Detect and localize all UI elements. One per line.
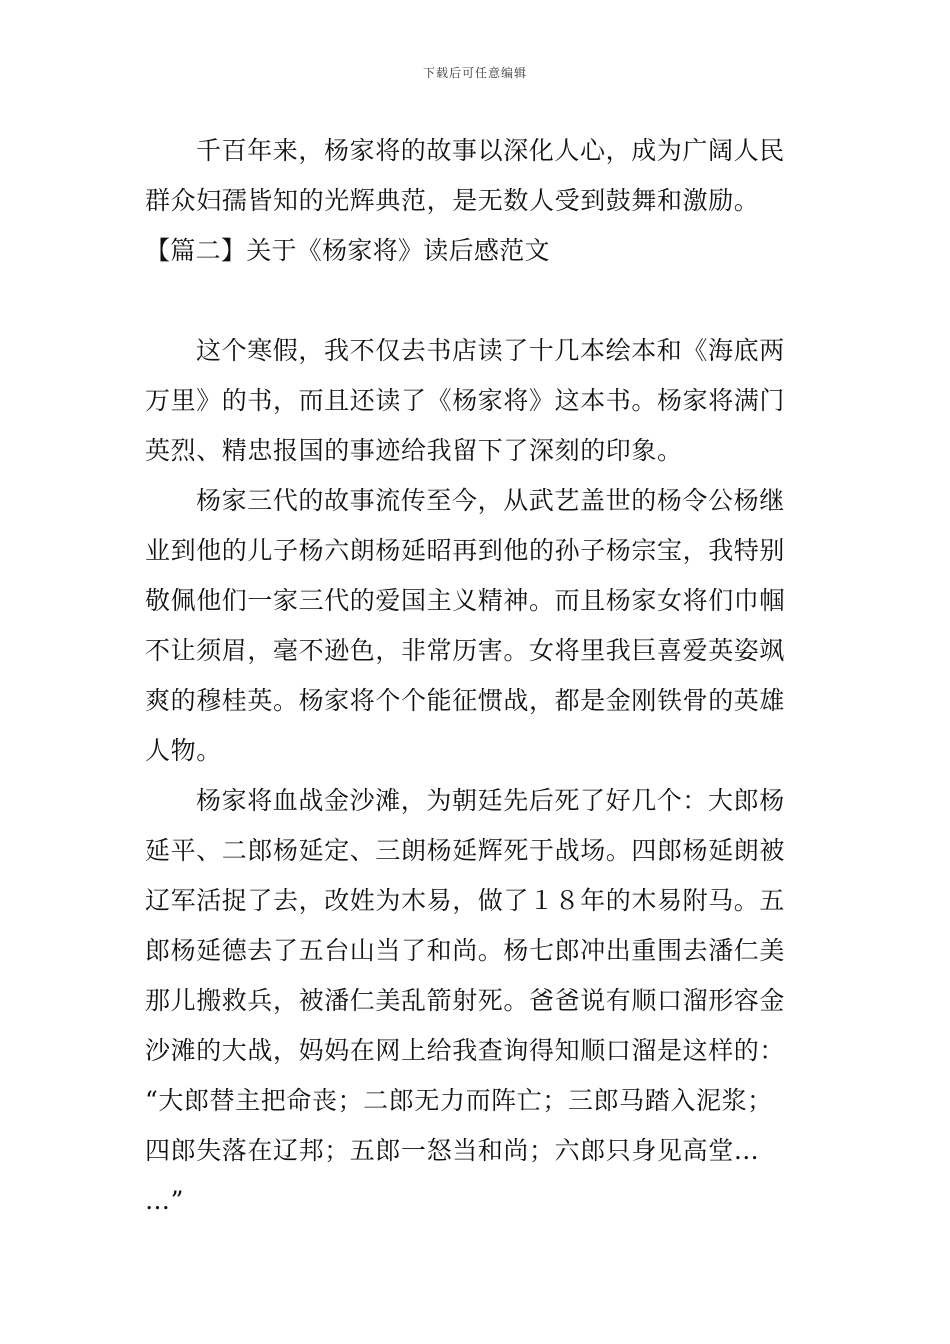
page-header: 下载后可任意编辑	[422, 66, 527, 80]
paragraph-line: 四郎失落在辽邦；五郎一怒当和尚；六郎只身见高堂…	[145, 1136, 760, 1165]
paragraph-line: 千百年来，杨家将的故事以深化人心，成为广阔人民	[196, 136, 785, 165]
paragraph-line: 群众妇孺皆知的光辉典范，是无数人受到鼓舞和激励。	[145, 186, 760, 215]
blank-line	[145, 276, 807, 326]
paragraph-line: 郎杨延德去了五台山当了和尚。杨七郎冲出重围去潘仁美	[145, 936, 786, 965]
paragraph-line: 万里》的书，而且还读了《杨家将》这本书。杨家将满门	[145, 386, 786, 415]
paragraph-line: 爽的穆桂英。杨家将个个能征惯战，都是金刚铁骨的英雄	[145, 686, 786, 715]
paragraph-line: 辽军活捉了去，改姓为木易，做了１８年的木易附马。五	[145, 886, 786, 915]
paragraph-line: …”	[145, 1186, 184, 1215]
paragraph-line: 沙滩的大战，妈妈在网上给我查询得知顺口溜是这样的：	[145, 1036, 786, 1065]
paragraph-line: 那儿搬救兵，被潘仁美乱箭射死。爸爸说有顺口溜形容金	[145, 986, 786, 1015]
paragraph-line: 人物。	[145, 736, 222, 765]
paragraph-line: 杨家将血战金沙滩，为朝廷先后死了好几个：大郎杨	[196, 786, 785, 815]
paragraph-line: 业到他的儿子杨六朗杨延昭再到他的孙子杨宗宝，我特别	[145, 536, 786, 565]
paragraph-line: 延平、二郎杨延定、三朗杨延辉死于战场。四郎杨延朗被	[145, 836, 786, 865]
paragraph-line: 英烈、精忠报国的事迹给我留下了深刻的印象。	[145, 436, 683, 465]
paragraph-line: 不让须眉，毫不逊色，非常历害。女将里我巨喜爱英姿飒	[145, 636, 786, 665]
paragraph-line: “大郎替主把命丧；二郎无力而阵亡；三郎马踏入泥浆；	[145, 1086, 773, 1115]
paragraph-line: 敬佩他们一家三代的爱国主义精神。而且杨家女将们巾帼	[145, 586, 786, 615]
section-heading: 【篇二】关于《杨家将》读后感范文	[145, 236, 550, 265]
paragraph-line: 杨家三代的故事流传至今，从武艺盖世的杨令公杨继	[196, 486, 785, 515]
paragraph-line: 这个寒假，我不仅去书店读了十几本绘本和《海底两	[196, 336, 785, 365]
document-body	[145, 126, 807, 1226]
